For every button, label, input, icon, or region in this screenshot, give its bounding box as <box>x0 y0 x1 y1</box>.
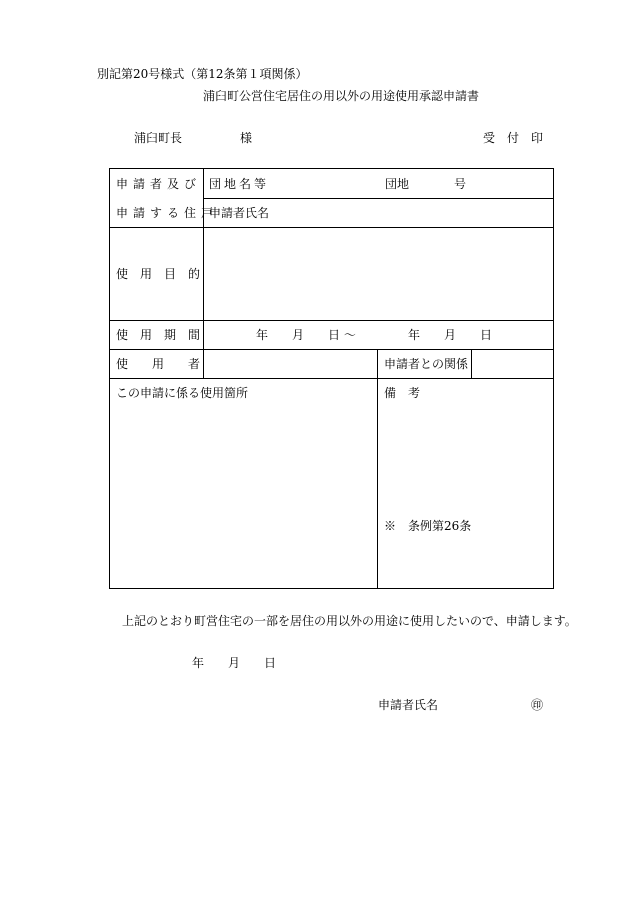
danchi-unit: 団地 <box>385 177 410 191</box>
column-divider-label <box>203 168 204 349</box>
ordinance-note: ※ 条例第26条 <box>384 519 472 533</box>
user-label: 使 用 者 <box>116 357 201 371</box>
addressee-name: 浦臼町長 <box>134 131 183 145</box>
location-label: この申請に係る使用箇所 <box>116 386 249 400</box>
danchi-name-label: 団地名等 <box>209 177 270 191</box>
purpose-label: 使 用 目 的 <box>116 267 201 281</box>
row-divider-period <box>109 349 554 350</box>
row-divider-applicant <box>109 227 554 228</box>
application-statement: 上記のとおり町営住宅の一部を居住の用以外の用途に使用したいので、申請します。 <box>122 614 577 628</box>
application-date: 年 月 日 <box>192 656 277 670</box>
column-divider-user-label <box>203 349 204 378</box>
row-divider-purpose <box>109 320 554 321</box>
applicant-label-line2: 申請する住戸 <box>116 206 219 220</box>
applicant-name-label: 申請者氏名 <box>209 206 270 220</box>
applicant-label-line1: 申請者及び <box>116 177 202 191</box>
column-divider-remarks <box>377 349 378 589</box>
period-start: 年 月 日 〜 <box>256 328 356 342</box>
receipt-stamp-label: 受 付 印 <box>483 131 544 145</box>
room-number-unit: 号 <box>454 177 467 191</box>
addressee-honorific: 様 <box>240 131 253 145</box>
form-reference: 別記第20号様式（第12条第１項関係） <box>97 67 308 81</box>
row-divider-danchi <box>203 198 554 199</box>
seal-mark: ㊞ <box>531 698 544 712</box>
column-divider-relation <box>471 349 472 378</box>
period-label: 使 用 期 間 <box>116 328 201 342</box>
signer-label: 申請者氏名 <box>378 698 439 712</box>
remarks-label: 備 考 <box>384 386 421 400</box>
row-divider-user <box>109 378 554 379</box>
period-end: 年 月 日 <box>408 328 493 342</box>
page-title: 浦臼町公営住宅居住の用以外の用途使用承認申請書 <box>203 89 480 103</box>
relation-label: 申請者との関係 <box>384 357 469 371</box>
